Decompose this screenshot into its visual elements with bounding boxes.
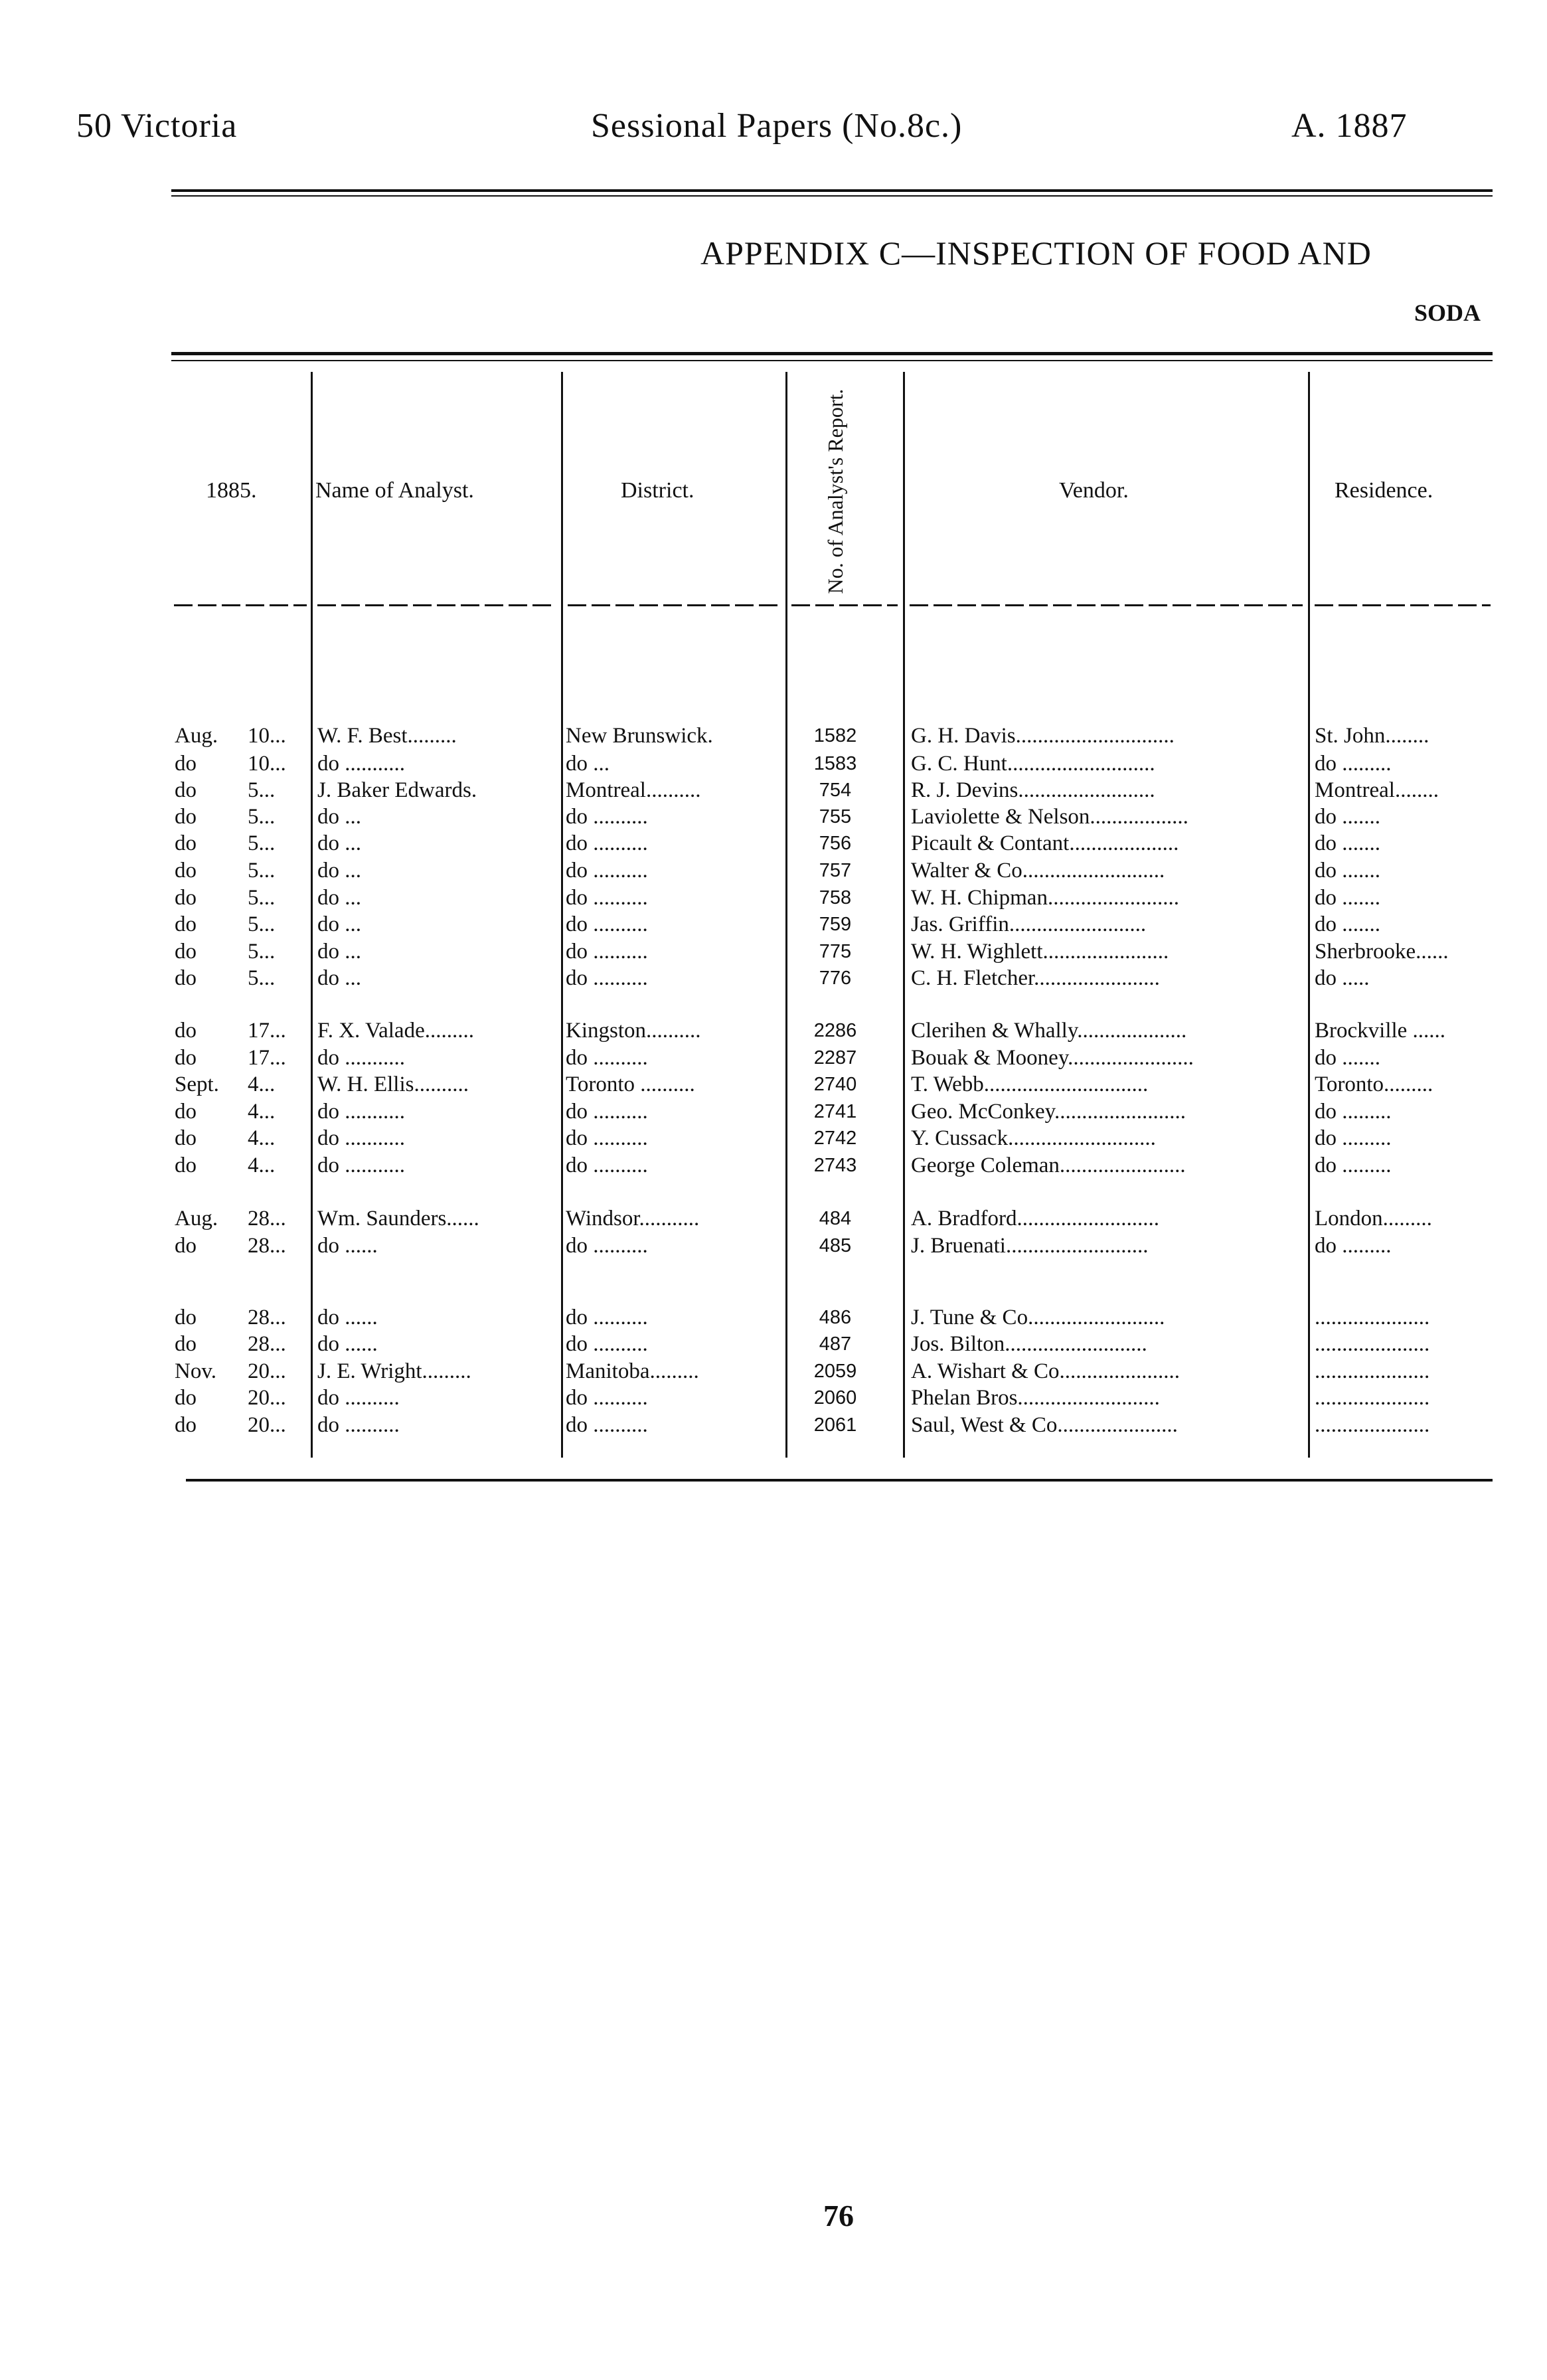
cell-residence: do ......... bbox=[1315, 1100, 1392, 1124]
cell-report-number: 775 bbox=[819, 941, 852, 962]
cell-residence: ..................... bbox=[1315, 1386, 1430, 1410]
table-row bbox=[0, 1017, 1547, 1045]
cell-residence: do ....... bbox=[1315, 831, 1380, 855]
cell-residence: do ..... bbox=[1315, 966, 1370, 990]
cell-month: do bbox=[175, 1126, 197, 1150]
cell-district: do .......... bbox=[566, 1126, 648, 1150]
cell-vendor: J. Tune & Co......................... bbox=[911, 1306, 1165, 1329]
cell-district: do .......... bbox=[566, 859, 648, 883]
cell-month: do bbox=[175, 831, 197, 855]
cell-report-number: 2743 bbox=[813, 1155, 857, 1176]
cell-vendor: Walter & Co.......................... bbox=[911, 859, 1165, 883]
cell-day: 5... bbox=[248, 912, 276, 936]
cell-month: do bbox=[175, 1413, 197, 1437]
cell-analyst: do ...... bbox=[317, 1306, 378, 1329]
cell-day: 5... bbox=[248, 831, 276, 855]
cell-month: do bbox=[175, 1019, 197, 1043]
cell-report-number: 2059 bbox=[813, 1361, 857, 1382]
cell-month: Aug. bbox=[175, 1207, 218, 1231]
header-year: A. 1887 bbox=[1291, 107, 1408, 145]
cell-analyst: J. Baker Edwards. bbox=[317, 778, 477, 802]
cell-residence: ..................... bbox=[1315, 1359, 1430, 1383]
cell-analyst: do ...... bbox=[317, 1234, 378, 1258]
cell-analyst: do ... bbox=[317, 831, 361, 855]
cell-residence: Toronto......... bbox=[1315, 1072, 1433, 1096]
table-row bbox=[0, 1045, 1547, 1072]
cell-vendor: A. Wishart & Co...................... bbox=[911, 1359, 1181, 1383]
cell-month: do bbox=[175, 1306, 197, 1329]
cell-vendor: Geo. McConkey........................ bbox=[911, 1100, 1186, 1124]
cell-vendor: Phelan Bros.......................... bbox=[911, 1386, 1160, 1410]
cell-vendor: T. Webb.............................. bbox=[911, 1072, 1149, 1096]
cell-residence: do ....... bbox=[1315, 886, 1380, 910]
cell-district: Montreal.......... bbox=[566, 778, 701, 802]
cell-month: do bbox=[175, 1046, 197, 1070]
cell-day: 5... bbox=[248, 966, 276, 990]
table-row bbox=[0, 1304, 1547, 1331]
table-row bbox=[0, 885, 1547, 912]
cell-report-number: 2286 bbox=[813, 1020, 857, 1041]
table-row bbox=[0, 1331, 1547, 1358]
table-bottom-rule bbox=[186, 1479, 1493, 1482]
cell-day: 28... bbox=[248, 1234, 286, 1258]
cell-month: do bbox=[175, 1100, 197, 1124]
cell-analyst: do ... bbox=[317, 859, 361, 883]
page-number: 76 bbox=[823, 2199, 854, 2233]
appendix-subtitle: SODA bbox=[1414, 299, 1481, 326]
cell-day: 10... bbox=[248, 724, 286, 748]
table-row bbox=[0, 1412, 1547, 1439]
cell-vendor: C. H. Fletcher....................... bbox=[911, 966, 1160, 990]
cell-vendor: Saul, West & Co...................... bbox=[911, 1413, 1178, 1437]
cell-analyst: do .......... bbox=[317, 1413, 400, 1437]
cell-vendor: Laviolette & Nelson.................. bbox=[911, 805, 1188, 829]
cell-report-number: 485 bbox=[819, 1235, 852, 1256]
cell-month: do bbox=[175, 1386, 197, 1410]
cell-analyst: J. E. Wright......... bbox=[317, 1359, 471, 1383]
cell-report-number: 756 bbox=[819, 833, 852, 854]
cell-analyst: do .......... bbox=[317, 1386, 400, 1410]
cell-day: 4... bbox=[248, 1153, 276, 1177]
column-header-year: 1885. bbox=[206, 478, 257, 503]
table-row bbox=[0, 1232, 1547, 1260]
table-row bbox=[0, 1098, 1547, 1126]
cell-residence: do ......... bbox=[1315, 1153, 1392, 1177]
table-row bbox=[0, 777, 1547, 804]
cell-district: do .......... bbox=[566, 1306, 648, 1329]
table-row bbox=[0, 804, 1547, 831]
cell-day: 5... bbox=[248, 859, 276, 883]
cell-district: Windsor........... bbox=[566, 1207, 700, 1231]
cell-vendor: J. Bruenati.......................... bbox=[911, 1234, 1149, 1258]
cell-day: 28... bbox=[248, 1207, 286, 1231]
cell-residence: do ....... bbox=[1315, 1046, 1380, 1070]
cell-district: do .......... bbox=[566, 831, 648, 855]
cell-analyst: do ........... bbox=[317, 752, 405, 776]
cell-residence: do ......... bbox=[1315, 1234, 1392, 1258]
cell-month: do bbox=[175, 1332, 197, 1356]
cell-analyst: do ........... bbox=[317, 1153, 405, 1177]
cell-day: 20... bbox=[248, 1359, 286, 1383]
cell-report-number: 2740 bbox=[813, 1074, 857, 1095]
cell-day: 5... bbox=[248, 940, 276, 964]
cell-month: do bbox=[175, 752, 197, 776]
cell-report-number: 758 bbox=[819, 887, 852, 908]
cell-day: 17... bbox=[248, 1046, 286, 1070]
cell-day: 4... bbox=[248, 1100, 276, 1124]
cell-month: do bbox=[175, 940, 197, 964]
cell-day: 10... bbox=[248, 752, 286, 776]
cell-day: 20... bbox=[248, 1386, 286, 1410]
cell-month: Nov. bbox=[175, 1359, 216, 1383]
table-row bbox=[0, 1152, 1547, 1179]
cell-district: Kingston.......... bbox=[566, 1019, 701, 1043]
cell-analyst: do ... bbox=[317, 966, 361, 990]
cell-district: do .......... bbox=[566, 1413, 648, 1437]
cell-report-number: 2741 bbox=[813, 1101, 857, 1122]
header-sessional-papers: Sessional Papers (No.8c.) bbox=[591, 107, 963, 145]
cell-vendor: G. C. Hunt........................... bbox=[911, 752, 1155, 776]
table-row bbox=[0, 857, 1547, 885]
cell-report-number: 759 bbox=[819, 914, 852, 935]
table-row bbox=[0, 938, 1547, 966]
cell-residence: ..................... bbox=[1315, 1332, 1430, 1356]
cell-report-number: 757 bbox=[819, 860, 852, 881]
table-row bbox=[0, 965, 1547, 992]
cell-report-number: 1582 bbox=[813, 725, 857, 746]
cell-residence: Brockville ...... bbox=[1315, 1019, 1446, 1043]
table-row bbox=[0, 1385, 1547, 1412]
cell-vendor: G. H. Davis............................. bbox=[911, 724, 1175, 748]
cell-report-number: 754 bbox=[819, 780, 852, 801]
cell-analyst: Wm. Saunders...... bbox=[317, 1207, 479, 1231]
cell-day: 17... bbox=[248, 1019, 286, 1043]
cell-residence: ..................... bbox=[1315, 1413, 1430, 1437]
cell-report-number: 2287 bbox=[813, 1047, 857, 1068]
cell-analyst: do ........... bbox=[317, 1126, 405, 1150]
cell-report-number: 2742 bbox=[813, 1128, 857, 1149]
appendix-title: APPENDIX C—INSPECTION OF FOOD AND bbox=[700, 234, 1372, 272]
table-row bbox=[0, 1205, 1547, 1232]
cell-district: Toronto .......... bbox=[566, 1072, 695, 1096]
cell-analyst: do ... bbox=[317, 805, 361, 829]
cell-residence: Montreal........ bbox=[1315, 778, 1439, 802]
cell-analyst: do ... bbox=[317, 940, 361, 964]
cell-analyst: do ... bbox=[317, 912, 361, 936]
cell-day: 4... bbox=[248, 1072, 276, 1096]
cell-residence: Sherbrooke...... bbox=[1315, 940, 1449, 964]
cell-analyst: do ........... bbox=[317, 1046, 405, 1070]
cell-residence: St. John........ bbox=[1315, 724, 1429, 748]
cell-month: do bbox=[175, 886, 197, 910]
table-row bbox=[0, 1358, 1547, 1385]
cell-residence: ..................... bbox=[1315, 1306, 1430, 1329]
cell-residence: do ....... bbox=[1315, 912, 1380, 936]
cell-vendor: Picault & Contant.................... bbox=[911, 831, 1179, 855]
cell-month: do bbox=[175, 912, 197, 936]
table-row bbox=[0, 830, 1547, 857]
cell-vendor: R. J. Devins......................... bbox=[911, 778, 1155, 802]
cell-month: do bbox=[175, 859, 197, 883]
cell-residence: do ......... bbox=[1315, 752, 1392, 776]
cell-month: do bbox=[175, 1234, 197, 1258]
cell-vendor: Clerihen & Whally.................... bbox=[911, 1019, 1187, 1043]
cell-day: 5... bbox=[248, 886, 276, 910]
header-volume: 50 Victoria bbox=[76, 107, 238, 145]
cell-month: do bbox=[175, 778, 197, 802]
cell-district: do .......... bbox=[566, 1386, 648, 1410]
cell-day: 28... bbox=[248, 1306, 286, 1329]
cell-district: do .......... bbox=[566, 1234, 648, 1258]
cell-month: Aug. bbox=[175, 724, 218, 748]
cell-report-number: 484 bbox=[819, 1208, 852, 1229]
cell-district: do .......... bbox=[566, 966, 648, 990]
cell-district: do .......... bbox=[566, 940, 648, 964]
cell-district: do .......... bbox=[566, 805, 648, 829]
cell-month: Sept. bbox=[175, 1072, 219, 1096]
cell-day: 28... bbox=[248, 1332, 286, 1356]
cell-month: do bbox=[175, 805, 197, 829]
cell-district: do .......... bbox=[566, 1332, 648, 1356]
column-header-analyst: Name of Analyst. bbox=[315, 478, 474, 503]
cell-day: 20... bbox=[248, 1413, 286, 1437]
cell-vendor: W. H. Wighlett....................... bbox=[911, 940, 1169, 964]
cell-report-number: 2061 bbox=[813, 1414, 857, 1436]
cell-report-number: 487 bbox=[819, 1333, 852, 1355]
cell-residence: London......... bbox=[1315, 1207, 1432, 1231]
cell-analyst: F. X. Valade......... bbox=[317, 1019, 474, 1043]
table-row bbox=[0, 722, 1547, 750]
cell-district: do .......... bbox=[566, 1153, 648, 1177]
cell-district: New Brunswick. bbox=[566, 724, 713, 748]
cell-report-number: 486 bbox=[819, 1307, 852, 1328]
cell-day: 4... bbox=[248, 1126, 276, 1150]
cell-residence: do ......... bbox=[1315, 1126, 1392, 1150]
cell-analyst: W. H. Ellis.......... bbox=[317, 1072, 469, 1096]
cell-vendor: George Coleman....................... bbox=[911, 1153, 1186, 1177]
cell-report-number: 2060 bbox=[813, 1387, 857, 1408]
cell-district: do .......... bbox=[566, 912, 648, 936]
cell-analyst: do ... bbox=[317, 886, 361, 910]
cell-residence: do ....... bbox=[1315, 805, 1380, 829]
cell-district: do .......... bbox=[566, 886, 648, 910]
cell-analyst: W. F. Best......... bbox=[317, 724, 457, 748]
table-row bbox=[0, 1071, 1547, 1098]
cell-analyst: do ........... bbox=[317, 1100, 405, 1124]
cell-vendor: Jos. Bilton.......................... bbox=[911, 1332, 1147, 1356]
table-row bbox=[0, 911, 1547, 938]
cell-month: do bbox=[175, 966, 197, 990]
column-header-report-label: No. of Analyst's Report. bbox=[823, 388, 847, 594]
cell-district: Manitoba......... bbox=[566, 1359, 699, 1383]
cell-report-number: 776 bbox=[819, 968, 852, 989]
column-header-vendor: Vendor. bbox=[1059, 478, 1129, 503]
table-row bbox=[0, 1125, 1547, 1152]
cell-district: do .......... bbox=[566, 1046, 648, 1070]
cell-vendor: Bouak & Mooney....................... bbox=[911, 1046, 1194, 1070]
cell-vendor: A. Bradford.......................... bbox=[911, 1207, 1159, 1231]
column-header-residence: Residence. bbox=[1335, 478, 1433, 503]
cell-residence: do ....... bbox=[1315, 859, 1380, 883]
cell-district: do .......... bbox=[566, 1100, 648, 1124]
cell-analyst: do ...... bbox=[317, 1332, 378, 1356]
table-row bbox=[0, 750, 1547, 778]
cell-report-number: 1583 bbox=[813, 753, 857, 774]
cell-day: 5... bbox=[248, 778, 276, 802]
cell-month: do bbox=[175, 1153, 197, 1177]
column-header-district: District. bbox=[621, 478, 694, 503]
cell-vendor: Y. Cussack........................... bbox=[911, 1126, 1156, 1150]
cell-report-number: 755 bbox=[819, 806, 852, 827]
cell-vendor: Jas. Griffin......................... bbox=[911, 912, 1147, 936]
cell-day: 5... bbox=[248, 805, 276, 829]
cell-district: do ... bbox=[566, 752, 610, 776]
cell-vendor: W. H. Chipman........................ bbox=[911, 886, 1179, 910]
